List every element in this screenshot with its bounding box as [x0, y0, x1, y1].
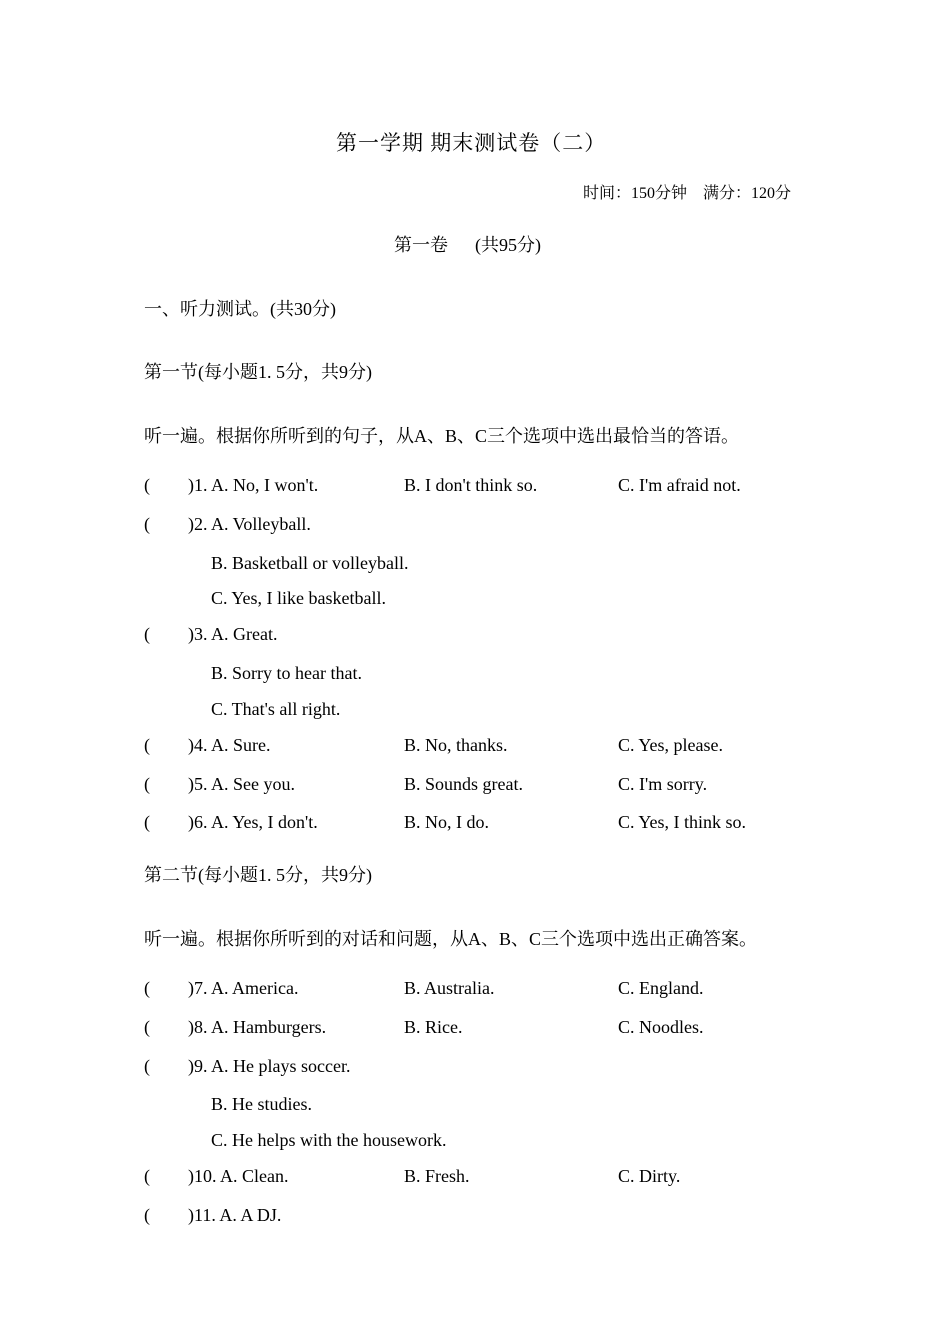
answer-paren: (: [144, 514, 150, 534]
answer-paren: (: [144, 735, 150, 755]
option-b: B. Australia.: [404, 978, 495, 998]
volume-heading: 第一卷 (共95分): [394, 235, 541, 255]
option-c: C. Yes, please.: [618, 735, 724, 755]
answer-paren: (: [144, 624, 150, 644]
question-9: )9. A. He plays soccer.: [188, 1056, 351, 1076]
question-5: )5. A. See you.: [188, 774, 295, 794]
option-b: B. Basketball or volleyball.: [211, 553, 409, 573]
option-c: C. That's all right.: [211, 699, 341, 719]
answer-paren: (: [144, 1017, 150, 1037]
question-11: )11. A. A DJ.: [188, 1205, 282, 1225]
answer-paren: (: [144, 475, 150, 495]
option-c: C. Noodles.: [618, 1017, 704, 1037]
option-b: B. No, I do.: [404, 812, 489, 832]
option-b: B. He studies.: [211, 1094, 312, 1114]
question-1: )1. A. No, I won't.: [188, 475, 319, 495]
part1-heading: 第一节(每小题1. 5分，共9分): [144, 362, 372, 382]
option-b: B. Sorry to hear that.: [211, 663, 362, 683]
option-b: B. No, thanks.: [404, 735, 508, 755]
section-heading: 一、听力测试。(共30分): [144, 299, 336, 319]
option-c: C. He helps with the housework.: [211, 1130, 447, 1150]
option-c: C. I'm sorry.: [618, 774, 708, 794]
question-6: )6. A. Yes, I don't.: [188, 812, 318, 832]
option-c: C. I'm afraid not.: [618, 475, 741, 495]
answer-paren: (: [144, 1056, 150, 1076]
page-title: 第一学期 期末测试卷（二）: [336, 131, 607, 155]
part2-heading: 第二节(每小题1. 5分，共9分): [144, 865, 372, 885]
option-b: B. Fresh.: [404, 1166, 470, 1186]
option-b: B. Sounds great.: [404, 774, 523, 794]
option-c: C. England.: [618, 978, 704, 998]
answer-paren: (: [144, 978, 150, 998]
option-b: B. Rice.: [404, 1017, 463, 1037]
answer-paren: (: [144, 1205, 150, 1225]
question-7: )7. A. America.: [188, 978, 299, 998]
answer-paren: (: [144, 1166, 150, 1186]
question-8: )8. A. Hamburgers.: [188, 1017, 327, 1037]
option-b: B. I don't think so.: [404, 475, 538, 495]
question-10: )10. A. Clean.: [188, 1166, 289, 1186]
question-4: )4. A. Sure.: [188, 735, 271, 755]
option-c: C. Dirty.: [618, 1166, 681, 1186]
answer-paren: (: [144, 812, 150, 832]
part1-instruction: 听一遍。根据你所听到的句子，从A、B、C三个选项中选出最恰当的答语。: [144, 426, 740, 446]
answer-paren: (: [144, 774, 150, 794]
option-c: C. Yes, I think so.: [618, 812, 747, 832]
option-c: C. Yes, I like basketball.: [211, 588, 386, 608]
part2-instruction: 听一遍。根据你所听到的对话和问题，从A、B、C三个选项中选出正确答案。: [144, 929, 758, 949]
question-3: )3. A. Great.: [188, 624, 278, 644]
question-2: )2. A. Volleyball.: [188, 514, 311, 534]
exam-time-score: 时间：150分钟 满分：120分: [583, 185, 792, 202]
